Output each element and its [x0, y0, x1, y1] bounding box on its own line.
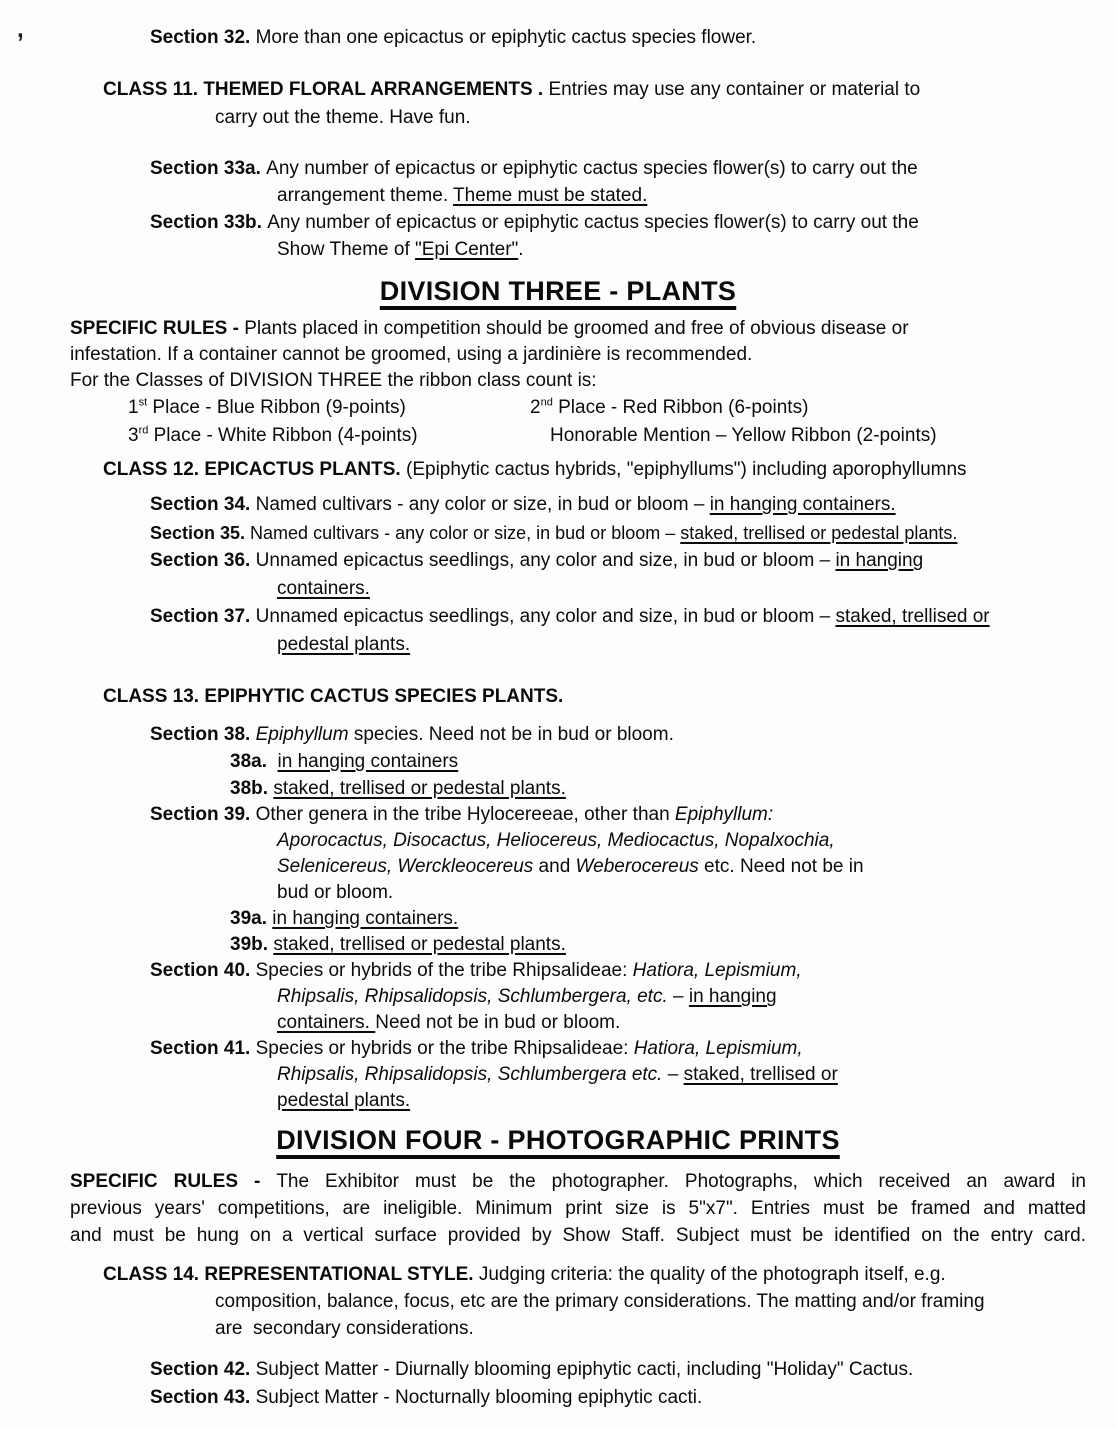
section-39-genera-list-line2b: Weberocereus	[575, 856, 699, 877]
section-43	[150, 1384, 1116, 1412]
section-33b	[150, 209, 1116, 263]
first-place-ordinal: st	[138, 396, 148, 409]
specific-rules-lead: SPECIFIC RULES -	[70, 318, 245, 339]
subsection-38b-underlined: staked, trellised or pedestal plants.	[273, 778, 566, 799]
section-41-genera-italic-line2: Rhipsalis, Rhipsalidopsis, Schlumbergera etc.	[277, 1064, 663, 1085]
section-36-underlined-phrase: in hanging	[835, 550, 924, 571]
section-35-underlined-phrase: staked, trellised or pedestal plants.	[680, 523, 958, 543]
division-four-heading	[0, 1122, 1116, 1158]
ribbon-row-1	[128, 394, 1116, 422]
division-three-specific-rules	[70, 316, 1086, 394]
scan-artifact-mark: ,	[17, 16, 24, 43]
section-39	[150, 802, 1116, 958]
first-place-text: Place - Blue Ribbon (9-points)	[147, 397, 406, 418]
section-33b-underlined-phrase: "Epi Center"	[415, 239, 519, 260]
section-39-and: and	[533, 856, 576, 877]
class-12-text: (Epiphytic cactus hybrids, "epiphyllums") including aporophyllumns	[406, 459, 967, 480]
section-40-text: Species or hybrids of the tribe Rhipsalideae:	[255, 960, 633, 981]
section-41-label: Section 41.	[150, 1038, 256, 1059]
division-three-heading	[0, 273, 1116, 309]
subsection-39a-underlined: in hanging containers.	[272, 908, 459, 929]
section-38	[150, 721, 1116, 802]
subsection-38a-underlined: in hanging containers	[277, 751, 459, 772]
section-34-label: Section 34.	[150, 494, 256, 515]
subsection-38a-label: 38a.	[230, 751, 278, 772]
class-13	[103, 683, 1116, 711]
class-12	[103, 456, 1116, 484]
section-32	[150, 24, 1116, 51]
section-40	[150, 958, 1116, 1036]
class-14-text-line2: composition, balance, focus, etc are the primary considerations. The matting and/or framing	[215, 1291, 985, 1312]
section-40-label: Section 40.	[150, 960, 256, 981]
section-40-genera-italic-line2: Rhipsalis, Rhipsalidopsis, Schlumbergera, etc.	[277, 986, 668, 1007]
subsection-39b-underlined: staked, trellised or pedestal plants.	[273, 934, 566, 955]
rules3-line1: Plants placed in competition should be groomed and free of obvious disease or	[244, 318, 909, 339]
section-36-text: Unnamed epicactus seedlings, any color and size, in bud or bloom –	[255, 550, 836, 571]
section-33a	[150, 155, 1116, 209]
class-14	[103, 1261, 1116, 1342]
section-39-text: Other genera in the tribe Hylocereeae, other than	[255, 804, 675, 825]
second-place-number: 2	[530, 397, 541, 418]
section-34	[150, 491, 1116, 519]
subsection-38b-label: 38b.	[230, 778, 274, 799]
section-42	[150, 1356, 1116, 1384]
third-place-ordinal: rd	[138, 424, 149, 437]
section-33b-text: Any number of epicactus or epiphytic cactus species flower(s) to carry out the	[267, 212, 919, 233]
section-36-underlined-phrase-line2: containers.	[277, 578, 370, 599]
section-41-underlined-phrase: staked, trellised or	[683, 1064, 838, 1085]
section-33b-text-period: .	[518, 239, 524, 260]
section-43-text: Subject Matter - Nocturnally blooming epiphytic cacti.	[255, 1387, 703, 1408]
ribbon-point-values	[128, 394, 1116, 450]
section-33a-label: Section 33a.	[150, 158, 267, 179]
rules4-line1: The Exhibitor must be the photographer. Photographs, which received an award in	[276, 1171, 1086, 1192]
section-33b-text-line2: Show Theme of	[277, 239, 416, 260]
section-35	[150, 519, 1116, 547]
section-38-genus-italic: Epiphyllum	[255, 724, 349, 745]
section-39-bud-or-bloom: bud or bloom.	[277, 882, 394, 903]
section-40-genera-italic: Hatiora, Lepismium,	[632, 960, 802, 981]
section-37-underlined-phrase-line2: pedestal plants.	[277, 634, 411, 655]
section-41-genera-italic: Hatiora, Lepismium,	[633, 1038, 803, 1059]
subsection-39b-label: 39b.	[230, 934, 274, 955]
class-11-label: CLASS 11. THEMED FLORAL ARRANGEMENTS .	[103, 79, 544, 100]
section-39-genus-italic: Epiphyllum:	[674, 804, 774, 825]
section-34-text: Named cultivars - any color or size, in bud or bloom –	[255, 494, 710, 515]
class-14-label: CLASS 14. REPRESENTATIONAL STYLE.	[103, 1264, 474, 1285]
third-place-text: Place - White Ribbon (4-points)	[148, 425, 418, 446]
section-33b-label: Section 33b.	[150, 212, 268, 233]
division-four-heading-text: DIVISION FOUR - PHOTOGRAPHIC PRINTS	[276, 1125, 840, 1155]
section-40-text-line3: Need not be in bud or bloom.	[375, 1012, 621, 1033]
ribbon-row-2	[128, 422, 1116, 450]
class-12-label: CLASS 12. EPICACTUS PLANTS.	[103, 459, 406, 480]
section-37-text: Unnamed epicactus seedlings, any color and size, in bud or bloom –	[255, 606, 836, 627]
section-38-label: Section 38.	[150, 724, 256, 745]
section-37	[150, 603, 1116, 659]
rules3-line2: infestation. If a container cannot be groomed, using a jardinière is recommended.	[70, 344, 753, 365]
section-39-genera-list-line1: Aporocactus, Disocactus, Heliocereus, Mediocactus, Nopalxochia,	[277, 830, 835, 851]
section-34-underlined-phrase: in hanging containers.	[709, 494, 896, 515]
class-11-text-line2: carry out the theme. Have fun.	[215, 107, 471, 128]
class-11-text: Entries may use any container or material to	[543, 79, 921, 100]
section-32-label: Section 32.	[150, 27, 256, 48]
class-14-text: Judging criteria: the quality of the photograph itself, e.g.	[473, 1264, 946, 1285]
first-place-number: 1	[128, 397, 139, 418]
division-three-heading-text: DIVISION THREE - PLANTS	[379, 276, 737, 306]
division-four-specific-rules	[70, 1168, 1086, 1249]
class-13-label: CLASS 13. EPIPHYTIC CACTUS SPECIES PLANTS.	[103, 686, 564, 707]
section-41-underlined-phrase-line3: pedestal plants.	[277, 1090, 411, 1111]
second-place-text: Place - Red Ribbon (6-points)	[552, 397, 809, 418]
honorable-mention-text: Honorable Mention – Yellow Ribbon (2-points)	[550, 425, 937, 446]
section-39-label: Section 39.	[150, 804, 256, 825]
third-place-number: 3	[128, 425, 139, 446]
section-40-dash: –	[667, 986, 689, 1007]
section-38-text: species. Need not be in bud or bloom.	[348, 724, 674, 745]
section-40-underlined-phrase-line3: containers.	[277, 1012, 376, 1033]
section-35-text: Named cultivars - any color or size, in bud or bloom –	[250, 523, 681, 543]
section-39-genera-list-line2a: Selenicereus, Werckleocereus	[277, 856, 534, 877]
section-32-text: More than one epicactus or epiphytic cactus species flower.	[255, 27, 757, 48]
section-37-label: Section 37.	[150, 606, 256, 627]
section-43-label: Section 43.	[150, 1387, 256, 1408]
section-33a-text-line2: arrangement theme.	[277, 185, 454, 206]
class-11	[103, 76, 1116, 132]
section-42-text: Subject Matter - Diurnally blooming epiphytic cacti, including "Holiday" Cactus.	[255, 1359, 914, 1380]
section-42-label: Section 42.	[150, 1359, 256, 1380]
specific-rules-4-lead: SPECIFIC RULES -	[70, 1171, 277, 1192]
section-33a-text: Any number of epicactus or epiphytic cactus species flower(s) to carry out the	[266, 158, 918, 179]
section-33a-underlined-phrase: Theme must be stated.	[453, 185, 648, 206]
section-41-dash: –	[662, 1064, 684, 1085]
section-41-text: Species or hybrids or the tribe Rhipsalideae:	[255, 1038, 634, 1059]
section-40-underlined-phrase: in hanging	[688, 986, 777, 1007]
subsection-39a-label: 39a.	[230, 908, 273, 929]
section-37-underlined-phrase: staked, trellised or	[835, 606, 990, 627]
rules4-line3: and must be hung on a vertical surface provided by Show Staff. Subject must be identified on the entry card.	[70, 1225, 1086, 1246]
section-39-etc-text: etc. Need not be in	[698, 856, 864, 877]
section-36	[150, 547, 1116, 603]
section-36-label: Section 36.	[150, 550, 256, 571]
rules3-line3: For the Classes of DIVISION THREE the ribbon class count is:	[70, 370, 597, 391]
class-14-text-line3: are secondary considerations.	[215, 1318, 474, 1339]
section-35-label: Section 35.	[150, 523, 251, 543]
second-place-ordinal: nd	[540, 396, 553, 409]
section-41	[150, 1036, 1116, 1114]
rules4-line2: previous years' competitions, are ineligible. Minimum print size is 5"x7". Entries must be framed and matted	[70, 1198, 1086, 1219]
